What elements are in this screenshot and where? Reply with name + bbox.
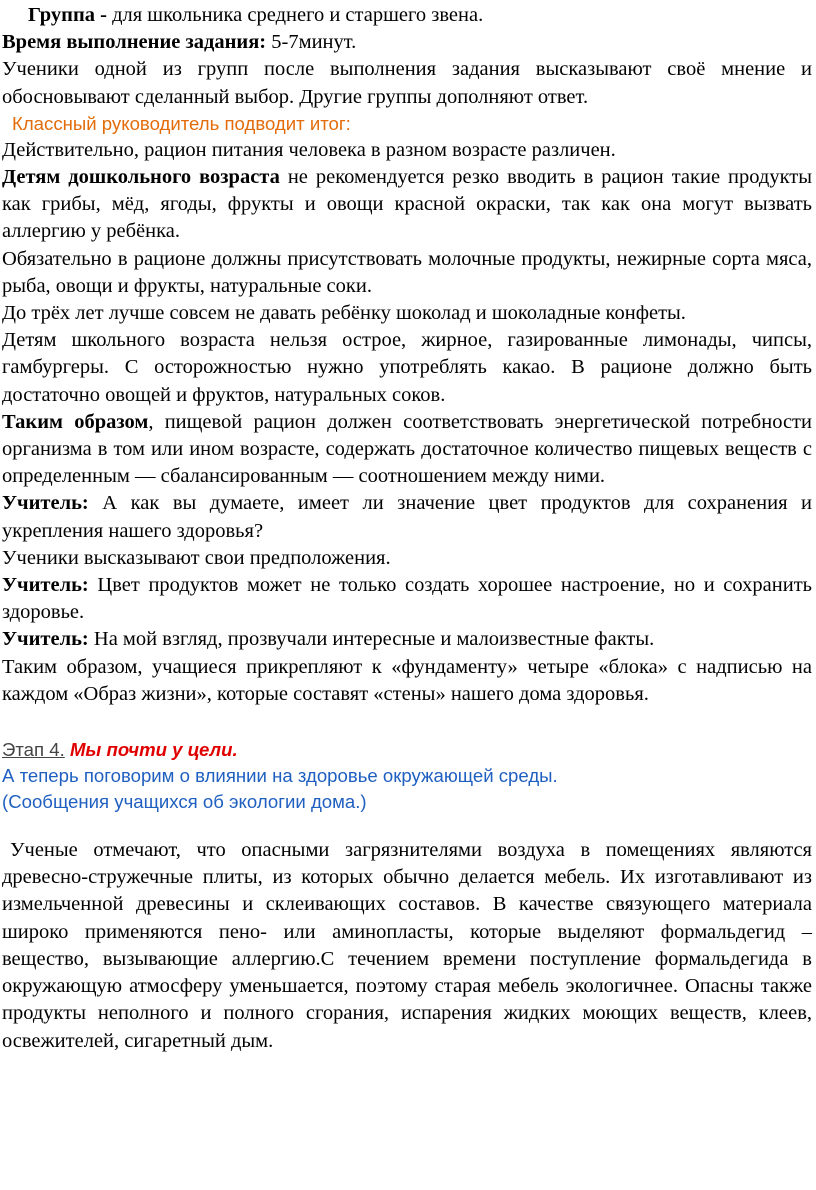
spacer bbox=[2, 815, 812, 837]
teacher-color-text: Цвет продуктов может не только создать хорошее настроение, но и сохранить здоровье. bbox=[2, 574, 812, 624]
conclusion-label: Таким образом bbox=[2, 410, 149, 433]
teacher-facts-text: На мой взгляд, прозвучали интересные и малоизвестные факты. bbox=[88, 628, 655, 651]
teacher-label: Учитель: bbox=[2, 574, 89, 597]
stage-line-environment: А теперь поговорим о влиянии на здоровье окружающей среды. bbox=[2, 765, 558, 787]
paragraph-school-age: Детям школьного возраста нельзя острое, жирное, газированные лимонады, чипсы, гамбургеры. С осторожностью нужно употреблять какао. В рационе должно быть достаточно овощей и фруктов, натуральных соков. bbox=[2, 329, 812, 406]
time-label: Время выполнение задания: bbox=[2, 31, 267, 54]
stage-heading bbox=[2, 737, 812, 763]
paragraph-preschool bbox=[2, 164, 812, 246]
stage-title: Мы почти у цели. bbox=[69, 739, 238, 761]
teacher-question-text: А как вы думаете, имеет ли значение цвет продуктов для сохранения и укрепления нашего здоровья? bbox=[2, 492, 812, 542]
teacher-label: Учитель: bbox=[2, 628, 89, 651]
group-line bbox=[2, 2, 812, 29]
teacher-facts-remark bbox=[2, 626, 812, 653]
group-label: Группа - bbox=[28, 4, 107, 26]
stage-line-reports: (Сообщения учащихся об экологии дома.) bbox=[2, 791, 367, 813]
teacher-label: Учитель: bbox=[2, 492, 89, 515]
paragraph-house-of-health: Таким образом, учащиеся прикрепляют к «фундаменту» четыре «блока» с надписью на каждом «Образ жизни», которые составят «стены» нашего дома здоровья. bbox=[2, 655, 812, 705]
teacher-question bbox=[2, 490, 812, 544]
spacer bbox=[2, 708, 812, 737]
preschool-label: Детям дошкольного возраста bbox=[2, 166, 280, 189]
conclusion-text: , пищевой рацион должен соответствовать энергетической потребности организма в том или ином возрасте, содержать достаточное количество пищевых веществ с определенным — сбалансированным — соотношением между ними. bbox=[2, 410, 812, 488]
time-value: 5-7минут. bbox=[266, 31, 357, 54]
group-text: для школьника среднего и старшего звена. bbox=[106, 4, 484, 26]
paragraph-diet-age: Действительно, рацион питания человека в разном возрасте различен. bbox=[2, 138, 616, 161]
paragraph-conclusion bbox=[2, 409, 812, 491]
students-guess: Ученики высказывают свои предположения. bbox=[2, 546, 391, 569]
paragraph-required-foods: Обязательно в рационе должны присутствовать молочные продукты, нежирные сорта мяса, рыба, овощи и фрукты, натуральные соки. bbox=[2, 247, 812, 297]
stage-label: Этап 4. bbox=[2, 739, 65, 761]
time-line bbox=[2, 29, 812, 56]
teacher-color-remark bbox=[2, 572, 812, 626]
students-paragraph: Ученики одной из групп после выполнения задания высказывают своё мнение и обосновывают сделанный выбор. Другие группы дополняют ответ. bbox=[2, 58, 812, 108]
paragraph-chocolate: До трёх лет лучше совсем не давать ребёнку шоколад и шоколадные конфеты. bbox=[2, 302, 686, 325]
summary-heading: Классный руководитель подводит итог: bbox=[12, 112, 351, 134]
preschool-text: не рекомендуется резко вводить в рацион такие продукты как грибы, мёд, ягоды, фрукты и овощи красной окраски, так как она могут вызвать аллергию у ребёнка. bbox=[2, 166, 812, 243]
paragraph-ecology: Ученые отмечают, что опасными загрязнителями воздуха в помещениях являются древесно-стружечные плиты, из которых обычно делается мебель. Их изготавливают из измельченной древесины и склеивающих составов. В качестве связующего материала широко применяются пено- или аминопласты, которые выделяют формальдегид – вещество, вызывающие аллергию.С течением времени поступление формальдегида в окружающую атмосферу уменьшается, поэтому старая мебель экологичнее. Опасны также продукты неполного и полного сгорания, испарения жидких моющих веществ, клеев, освежителей, сигаретный дым. bbox=[2, 839, 812, 1052]
